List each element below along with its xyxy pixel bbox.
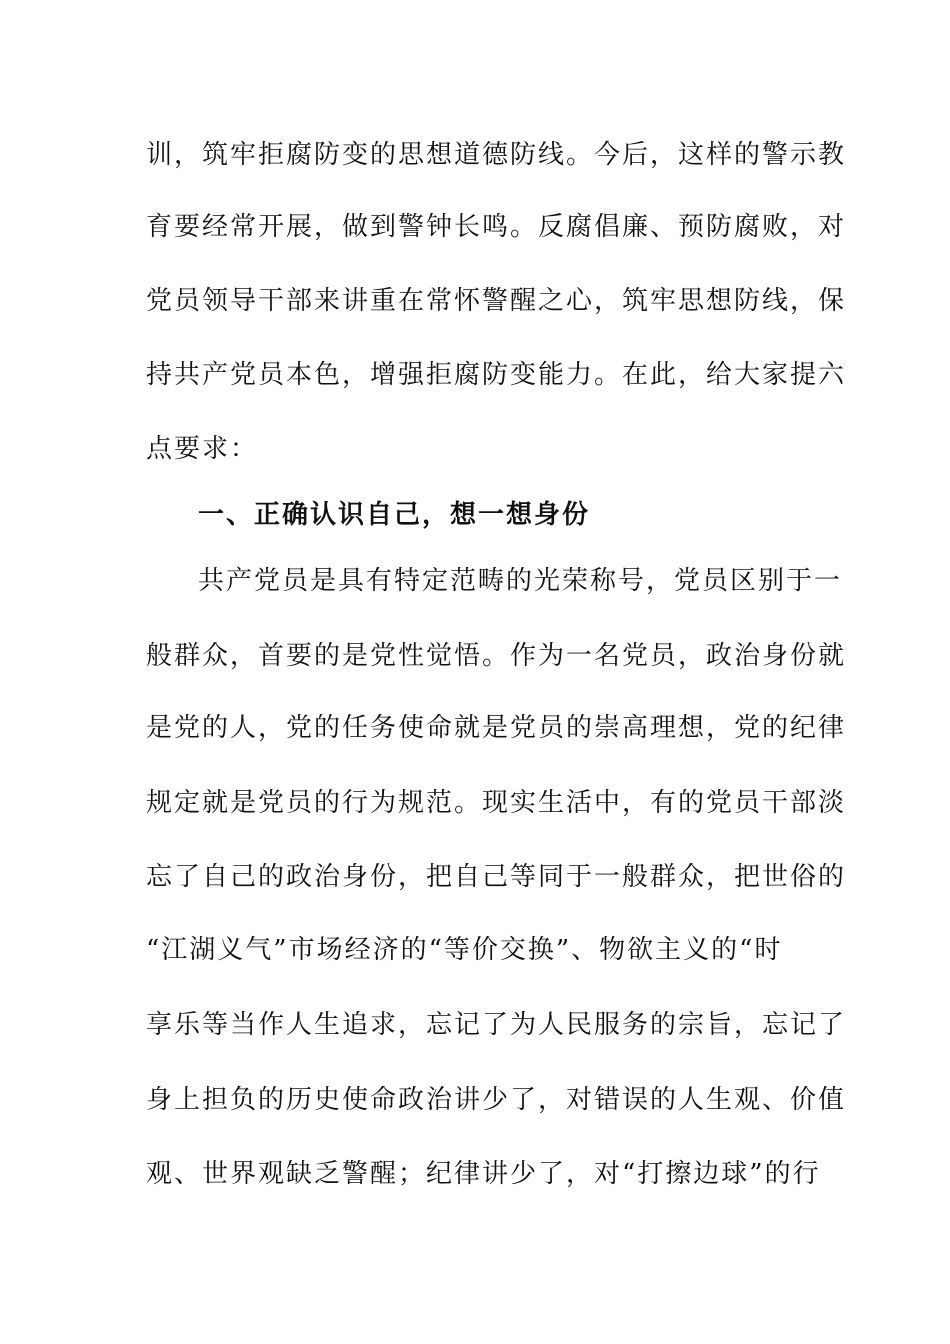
text-line: 持共产党员本色，增强拒腐防变能力。在此，给大家提六 (146, 360, 847, 390)
text-line: 身上担负的历史使命政治讲少了，对错误的人生观、价值 (146, 1085, 847, 1115)
text-line: 共产党员是具有特定范畴的光荣称号，党员区别于一 (198, 566, 843, 596)
text-line: 点要求： (146, 434, 259, 464)
text-line: “江湖义气”市场经济的“等价交换”、物欲主义的“时 (146, 935, 783, 965)
text-line: 规定就是党员的行为规范。现实生活中，有的党员干部淡 (146, 788, 847, 818)
text-line: 观、世界观缺乏警醒；纪律讲少了，对“打擦边球”的行 (146, 1159, 821, 1189)
text-line: 育要经常开展，做到警钟长鸣。反腐倡廉、预防腐败，对 (146, 212, 847, 242)
text-line: 享乐等当作人生追求，忘记了为人民服务的宗旨，忘记了 (146, 1010, 847, 1040)
text-line: 忘了自己的政治身份，把自己等同于一般群众，把世俗的 (146, 862, 847, 892)
text-line: 党员领导干部来讲重在常怀警醒之心，筑牢思想防线，保 (146, 286, 847, 316)
section-heading: 一、正确认识自己，想一想身份 (198, 500, 591, 530)
text-line: 是党的人，党的任务使命就是党员的崇高理想，党的纪律 (146, 713, 847, 743)
text-line: 训，筑牢拒腐防变的思想道德防线。今后，这样的警示教 (146, 140, 847, 170)
text-line: 般群众，首要的是党性觉悟。作为一名党员，政治身份就 (146, 641, 847, 671)
